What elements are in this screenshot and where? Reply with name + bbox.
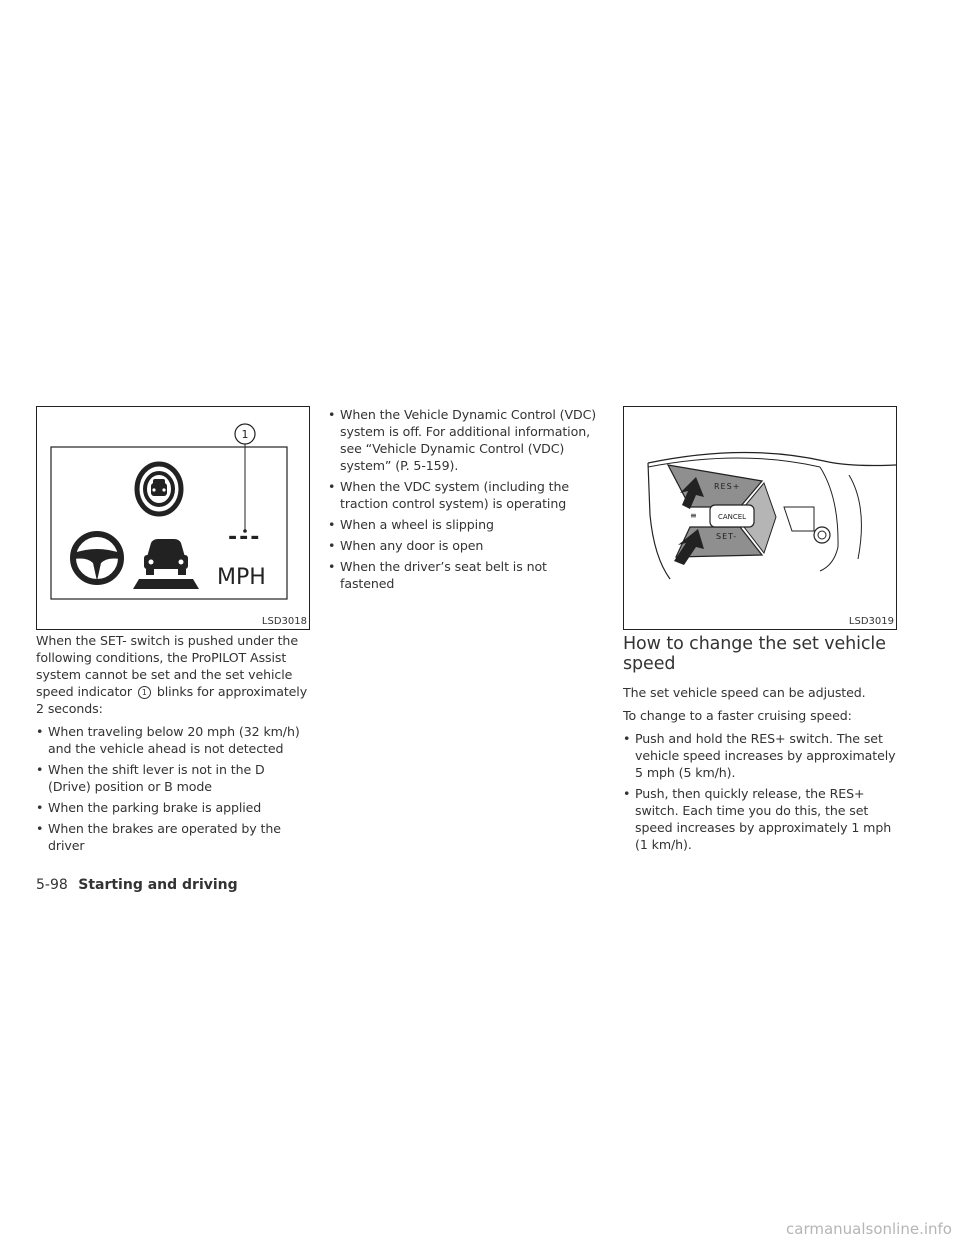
list-item: • When a wheel is slipping (328, 516, 602, 533)
intro-text-a: When the SET- switch is pushed under the following conditions, the ProPILOT Assist system cannot be set and the set vehicle speed indicator (36, 633, 298, 699)
figure-propilot-display (36, 406, 310, 630)
list-item: • When the driver’s seat belt is not fastened (328, 558, 602, 592)
list-item: • When any door is open (328, 537, 602, 554)
svg-text:≡: ≡ (690, 511, 697, 520)
display-illustration (37, 407, 309, 629)
list-item: • Push and hold the RES+ switch. The set vehicle speed increases by approximately 5 mph (5 km/h). (623, 730, 897, 781)
instruction-list (623, 730, 897, 853)
intro-paragraph (36, 632, 310, 717)
res-label: RES+ (714, 482, 741, 491)
speed-dashes: --- (228, 525, 262, 550)
list-item: • When the parking brake is applied (36, 799, 310, 816)
speed-unit: MPH (217, 565, 266, 590)
set-label: SET- (716, 532, 738, 541)
list-item: • Push, then quickly release, the RES+ switch. Each time you do this, the set speed increases by approximately 1 mph (1 km/h). (623, 785, 897, 853)
list-item: • When the shift lever is not in the D (Drive) position or B mode (36, 761, 310, 795)
indicator-callout: 1 (138, 686, 151, 699)
page-number: 5-98 (36, 877, 68, 893)
figure-steering-switch (623, 406, 897, 630)
page-footer (36, 876, 238, 894)
vehicle-ahead-icon (133, 539, 199, 589)
cancel-label: CANCEL (717, 513, 747, 521)
list-item: • When the Vehicle Dynamic Control (VDC) system is off. For additional information, see “Vehicle Dynamic Control (VDC) system” (P. 5-159). (328, 406, 602, 474)
switch-illustration (624, 407, 896, 629)
figure-code: LSD3019 (848, 616, 894, 627)
propilot-assist-icon (137, 464, 181, 514)
list-item: • When traveling below 20 mph (32 km/h) and the vehicle ahead is not detected (36, 723, 310, 757)
chapter-title: Starting and driving (78, 877, 238, 893)
condition-list (328, 406, 602, 592)
steering-wheel-icon (73, 534, 121, 582)
list-item: • When the VDC system (including the traction control system) is operating (328, 478, 602, 512)
paragraph: The set vehicle speed can be adjusted. (623, 685, 866, 700)
paragraph: To change to a faster cruising speed: (623, 708, 852, 723)
condition-list (36, 723, 310, 854)
intro-text-b: blinks for approximately 2 seconds: (36, 684, 308, 716)
column-right (623, 634, 897, 857)
list-item: • When the brakes are operated by the driver (36, 820, 310, 854)
watermark: carmanualsonline.info (786, 1220, 952, 1238)
callout-number: 1 (241, 428, 249, 441)
column-left (36, 632, 310, 858)
column-middle (328, 406, 602, 596)
section-heading: How to change the set vehicle speed (623, 634, 886, 674)
figure-code: LSD3018 (261, 616, 307, 627)
